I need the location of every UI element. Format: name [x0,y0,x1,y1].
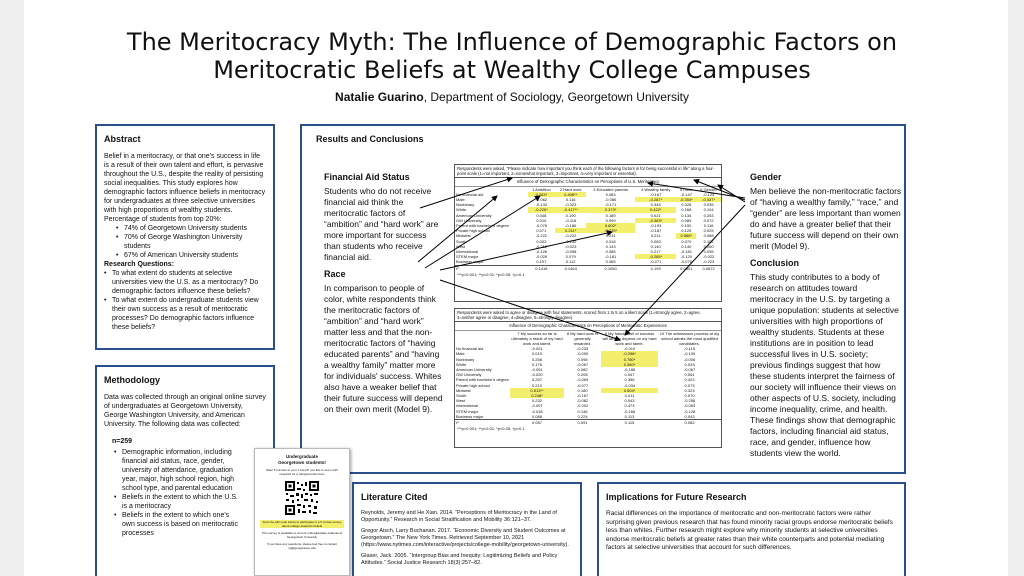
table-cell: -0.133 [535,202,548,208]
abstract-heading: Abstract [104,134,141,144]
table-cell: -0.147 [680,191,692,197]
flyer-highlight-text: Scan the QR code below to participate in a 5 minute survey about college student's beliefs [260,520,344,528]
table-cell: -0.006 [683,356,696,362]
abstract-body: Belief in a meritocracy, or that one's success in life is a result of their own talent and effort, is pervasive throughout the U.S., despite the reality of persisting social inequalities. This study explores how demographic factors influence beliefs in meritocracy for undergraduates at three selective universities with high proportions of wealthy students. [104,153,266,214]
table-cell: White [456,361,467,367]
table-header-cell: 1 Ambition [532,186,551,192]
results-heading: Results and Conclusions [316,134,424,144]
table-cell: 0.043 [684,413,695,419]
table-cell: 0.010 [531,351,542,357]
table-cell: 0.098 [577,356,588,362]
table-cell: 0.193 [650,265,661,271]
table-cell: -0.116 [565,217,577,223]
table-cell: 0.083 [605,191,616,197]
results-left-column [324,168,444,415]
table-cell: 0.373* [586,207,635,212]
list-item: • 70% of George Washington University students [116,233,266,251]
table-cell: -0.167 [650,191,662,197]
table-cell: Male [456,197,465,203]
table-header-cell [455,331,510,347]
table-cell: -0.115 [684,346,696,352]
table-cell: r² [456,420,459,426]
table-cell: No financial aid [456,346,484,352]
table-cell: -0.018 [531,408,543,414]
race-heading: Race [324,269,346,279]
table-cell: 0.033 [684,361,695,367]
table-header-cell: 7 My success so far is ultimately a result of my hard work and talent. [511,330,563,347]
table-cell: 0.082 [684,420,695,426]
abstract-pct-intro: Percentage of students from top 20%: [104,216,222,223]
list-item: • 67% of American University students [116,251,266,260]
table-cell: 0.1464 [564,265,577,271]
table-cell: White [456,207,467,213]
table-cell: STEM major [456,408,479,414]
methodology-panel [95,365,275,576]
table-cell: 0.0801 [680,265,693,271]
table-cell: No financial aid [456,191,484,197]
reference-item: Glaser, Jack. 2005. “Intergroup Bias and Inequity: Legitimizing Beliefs and Policy Attitudes.” Social Justice Research 18(3):257–82. [361,553,558,566]
table1-caption: Influence of Demographic Characteristics on Perceptions of U.S. Meritocracy [455,178,721,186]
list-item: • 74% of Georgetown University students [116,224,266,233]
table-cell: 0.323 [684,387,695,393]
table-cell: 0.125 [681,228,692,234]
table-meritocratic-experiences [454,308,722,448]
implications-panel [597,482,906,576]
table-cell: 0.113 [624,413,635,419]
author-name: Natalie Guarino [335,90,424,104]
table-cell: 0.088 [703,233,714,239]
table-cell: 0.190 [565,212,576,218]
flyer-line-1: This survey is available to current undergraduate students at Georgetown University [261,531,343,539]
table-header-cell: 9 My future level of success will largely depend on my hard work and talent. [602,330,657,347]
table-cell: -0.098 [565,249,577,255]
table-cell: -0.120 [680,254,692,260]
table-cell: 0.146 [577,408,588,414]
table-cell: 0.072 [703,217,714,223]
table-cell: -0.166 [623,408,636,414]
table-cell: 0.568* [676,233,696,238]
conclusion-heading: Conclusion [750,258,799,268]
table-cell: International [456,403,479,409]
table-cell: 0.102 [703,238,714,244]
list-item: • Beliefs in the extent to which the U.S. is a meritocracy [114,493,239,511]
table-cell: Nonbinary [456,356,475,362]
flyer-title-2: Georgetown students! [278,460,326,465]
table-cell: 0.070 [681,238,692,244]
table-cell: -0.051 [531,367,543,373]
table-cell: r² [456,265,459,271]
table-header-cell: 5 Race [679,186,693,192]
research-questions-heading: Research Questions: [104,261,175,268]
table-cell: Nonbinary [456,202,475,208]
table-cell: -0.337* [696,197,721,202]
table-cell: Business major [456,259,484,265]
table-cell: -0.186 [565,223,577,229]
table-cell: -0.181 [680,249,692,255]
financial-aid-body: Students who do not receive financial aid think the meritocratic factors of “ambition” and “hard work” are more important for success than students who receive financial aid. [324,186,439,262]
table-cell: 0.083 [650,238,661,244]
table-cell: 0.422* [635,207,676,212]
table-header-cell: 3 Educated parents [593,186,628,192]
literature-panel [352,482,582,576]
qr-code-icon[interactable] [283,479,321,517]
table-cell: 0.018 [605,238,616,244]
results-right-column [750,168,902,459]
table-cell: 0.248* [510,393,564,398]
table-cell: -0.067 [576,361,589,367]
table-cell: 0.048 [536,212,547,218]
table-cell: 0.180 [577,387,588,393]
flyer-line-2: If you have any questions, please feel free to contact ng@georgetown.edu [266,542,338,550]
table-cell: 0.211 [650,233,661,239]
table-cell: 0.000 [703,243,714,249]
table-header-cell: 8 My hard work is generally rewarded. [566,330,599,347]
table-cell: -0.212 [535,243,548,249]
table-cell: Midwest [456,233,471,239]
table1-footnote: ***p<0.001; **p<0.01; *p<0.05; †p<0.1 [457,271,525,277]
table-cell: 0.116 [565,197,576,203]
gender-heading: Gender [750,172,782,182]
table-cell: 0.112 [565,259,576,265]
research-questions-list [104,269,266,332]
list-item: • To what extent do undergraduate students view their own success as a result of meritocratic processes? Do demographic factors influence these beliefs? [104,296,266,332]
table-cell: 0.085 [605,249,616,255]
table-cell: Parent with bachelor's degree [456,223,509,229]
table-cell: -0.181 [604,254,617,260]
table-cell: 0.104 [703,207,714,213]
table2-note: Respondents were asked to agree or disagree with four statements, scored from 1 to 5 on a likert scale (1=strongly agree, 2=agree, 3=neither agree or disagree, 4=disagree, 5=strongly disagree). [455,309,721,322]
table-cell: 0.043 [624,398,635,404]
table-cell: 0.408** [555,192,586,197]
table-cell: -0.222 [535,233,548,239]
table-cell: Male [456,351,465,357]
table-cell: 0.073 [684,382,695,388]
table-cell: American University [456,212,492,218]
table-cell: International [456,249,479,255]
department: , Department of Sociology, [423,90,568,104]
table-cell: -0.202 [576,403,589,409]
table-cell: -0.193 [650,223,662,229]
table-cell: 0.070 [684,393,695,399]
table-cell: -0.069 [576,377,589,383]
table-cell: -0.123 [702,191,715,197]
poster-title [0,28,1024,84]
table-cell: 0.263* [528,192,555,197]
table-cell: -0.086 [604,197,617,203]
table-cell: 0.1050 [604,265,617,271]
table-cell: GW University [456,217,482,223]
table-cell: -0.287* [635,197,676,202]
table-cell: 0.1418 [535,265,548,271]
table-cell: -0.265* [635,254,676,259]
financial-aid-heading: Financial Aid Status [324,172,410,182]
table-cell: -0.132 [565,238,577,244]
flyer-subtitle: Want 5 minutes to your 1 friend? you like to see it with research for a rating/sounds here! [266,468,338,476]
table-cell: -0.167 [576,393,589,399]
table-header-cell: 2 Hard work [559,186,582,192]
table-cell: -0.126 [535,249,548,255]
table-cell: 0.356 [624,377,635,383]
reference-item: Reynolds, Jeremy and He Xian. 2014. “Perceptions of Meritocracy in the Land of Opportunity.” Research in Social Stratification and Mobility 36:121–37. [361,510,557,523]
table-cell: 0.065 [605,259,616,265]
table-cell: -0.021 [531,346,543,352]
table-header-cell: 4 Wealthy family [641,186,671,192]
table-cell: -0.010 [623,346,636,352]
table-cell: Parent with bachelor's degree [456,377,509,383]
table-cell: 0.035 [703,202,714,208]
table-cell: -0.417** [555,207,586,212]
table-cell: -0.062 [535,197,548,203]
gender-body: Men believe the non-meritocratic factors of “having a wealthy family,” “race,” and “gender” are less important than women do and have a greater belief that their future success will depend on their own merit (Model 9). [750,186,902,251]
table2-grid [455,331,721,426]
list-item: • To what extent do students at selective universities view the U.S. as a meritocracy? Do demographic factors influence these beliefs? [104,269,266,296]
table-cell: -0.171 [604,202,617,208]
table-cell: -0.067 [683,367,696,373]
table-cell: 0.224 [577,413,588,419]
methodology-list [104,448,239,538]
table-cell: 0.010 [536,217,547,223]
survey-flyer [254,448,350,576]
literature-heading: Literature Cited [361,492,428,502]
table-cell: -0.233 [576,346,589,352]
table-cell: 0.116 [703,223,714,229]
table-cell: 0.189 [605,212,616,218]
table-cell: 0.047 [624,372,635,378]
flyer-title-1: Undergraduate [285,454,318,459]
table-cell: Private high school [456,382,490,388]
implications-body: Racial differences on the importance of meritocratic and non-meritocratic factors were rather surprising given previous research that has found minority racial groups endorse meritocratic beliefs less than whites. Further research might explore why minority students at selective universities endorse meritocratic beliefs at greater rates than their white counterparts and potential mediating factors at selective universities that account for such differences. [606,510,893,551]
table-cell: 0.079 [565,254,576,260]
university: Georgetown University [567,90,689,104]
table-cell: 0.0672 [702,265,715,271]
table-cell: 0.140 [681,243,692,249]
table-cell: -0.034 [623,382,636,388]
methodology-heading: Methodology [104,375,160,385]
table-cell: -0.271 [650,259,662,265]
table-cell: -0.076 [535,223,548,229]
implications-heading: Implications for Future Research [606,492,747,502]
table-cell: -0.296* [601,351,658,356]
sample-size: n=259 [112,438,133,445]
table-cell: 0.140 [650,243,661,249]
table-cell: 0.115 [624,420,635,426]
table-cell: -0.279* [586,228,635,233]
table-cell: 0.134 [681,212,692,218]
table-cell: -0.020 [531,372,543,378]
table-cell: 0.211 [605,233,616,239]
table-cell: 0.253 [703,212,714,218]
table-cell: 0.061 [684,372,695,378]
table-cell: 0.780* [601,357,658,362]
table-cell: 0.345 [650,202,661,208]
table-cell: -0.186 [623,367,636,373]
title-line-1: The Meritocracy Myth: The Influence of Demographic Factors on [126,28,898,56]
table-cell: -0.075 [680,259,692,265]
table-cell: 0.513** [510,388,564,393]
table-cell: American University [456,367,492,373]
list-item: • Beliefs in the extent to which one's own success is based on meritocratic processes [114,511,239,538]
table-cell: -0.083 [683,403,696,409]
table-cell: 0.087 [531,420,542,426]
table-cell: 0.473 [624,403,635,409]
table-cell: 0.143 [605,243,616,249]
table-cell: South [456,393,467,399]
table-cell: Private high school [456,228,490,234]
table-cell: 0.211* [555,228,586,233]
table-cell: 0.217 [650,249,661,255]
author-line [0,90,1024,104]
table-cell: GW University [456,372,482,378]
table-cell: 0.089 [681,217,692,223]
race-body: In comparison to people of color, white respondents think the meritocratic factors of “ambition” and “hard work” matter less and that the non-meritocratic factors of “having educated parents” and “having a wealthy family” matter more for individuals' success. Whites also have a weaker belief that their future success will depend on their own merit (Model 9). [324,283,443,414]
title-line-2: Meritocratic Beliefs at Wealthy College Campuses [213,56,811,84]
table-cell: -0.077 [576,382,589,388]
table-cell: 0.176 [531,361,542,367]
table-header-cell: 6 Gender [700,186,717,192]
table1-grid [455,187,721,271]
table1-note: Respondents were asked, “Please indicate how important you think each of the following factors is for being successful in life” along a four-point scale (1=not important, 2=somewhat important, 3=important, 4=very important or essential). [455,165,721,178]
table-cell: -0.223 [702,259,715,265]
table-cell: -0.090 [576,351,589,357]
table-cell: 0.011 [624,393,635,399]
table-cell: -0.226* [528,207,555,212]
table-cell: STEM major [456,254,479,260]
reference-item: Gregor Aisch, Larry Buchanan. 2017. “Economic Diversity and Student Outcomes at Georgetown.” The New York Times. Retrieved September 10, 2021 (https://www.nytimes.com/interactive/projects/college-mobility/georgetown-university). [361,528,569,548]
list-item: • Demographic information, including financial aid status, race, gender, university of attendance, graduation year, major, high school region, high school type, and parental education [114,448,239,493]
table-cell: 0.210 [531,382,542,388]
table-cell: 0.082 [577,367,588,373]
table-cell: -0.128 [683,408,696,414]
table-cell: -0.022 [702,254,715,260]
table-cell: -0.082 [576,398,589,404]
table-cell: -0.256 [683,398,696,404]
table-meritocracy-perceptions [454,164,722,302]
table-cell: Midwest [456,387,471,393]
table-cell: 0.091 [577,420,588,426]
table-cell: -0.007 [531,403,543,409]
table-cell: 0.107 [536,259,547,265]
table-cell: 0.208 [577,372,588,378]
table-cell: -0.023 [565,243,577,249]
table2-caption: Influence of Demographic Characteristics on Perceptions of Meritocratic Experiences [455,322,721,330]
table-cell: Business major [456,413,484,419]
table-cell: 0.232 [531,398,542,404]
table-cell: 0.088 [531,413,542,419]
table-cell: -0.109 [683,351,696,357]
table-cell: 0.257 [531,377,542,383]
table-cell: -0.323 [565,202,577,208]
abstract-pct-list [104,224,266,260]
table-cell: 0.003 [536,238,547,244]
table-cell: 0.168 [681,207,692,213]
table-cell: 0.423 [684,377,695,383]
methodology-body: Data was collected through an original online survey of undergraduates at Georgetown University, George Washington University, and American University. The following data was collected: [104,394,266,428]
table-header-row [455,331,721,347]
table-cell: 0.360* [601,362,658,367]
table-cell: 0.071 [536,228,547,234]
table-cell: 0.602* [586,223,635,228]
table-cell: -0.222 [565,233,577,239]
table-cell: West [456,398,466,404]
abstract-panel [95,124,275,350]
table-cell: -0.187 [650,228,662,234]
table-cell: 0.021 [650,212,661,218]
table-cell: 0.025 [703,228,714,234]
table-cell: South [456,238,467,244]
table-cell: 0.095 [703,249,714,255]
table-cell: 0.028 [681,202,692,208]
table-cell: 0.099 [605,217,616,223]
table-cell: 0.150 [681,223,692,229]
table2-footnote: ***p<0.001; **p<0.01; *p<0.05; †p<0.1 [457,426,525,432]
table-cell: -0.354* [676,197,696,202]
table-cell: West [456,243,466,249]
table-cell: -0.029 [535,254,548,260]
conclusion-body: This study contributes to a body of research on attitudes toward meritocracy in the U.S. by targeting a unique population: students at selective universities with high proportions of wealthy students. Students at these institutions are in position to lead successful lives in U.S. society; previous findings suggest that how these students interpret the fairness of our society will influence their views on other aspects of U.S. society, including income inequality, crime, and health. These findings show that demographic factors, including financial aid status, race, and gender, influence how students view the world. [750,272,899,458]
table-cell: 0.504* [601,388,658,393]
table-cell: 0.258 [531,356,542,362]
table-cell: -0.363* [635,218,676,223]
table-header-cell: 10 The admissions process at my school admits the most qualified candidates. [659,330,720,347]
